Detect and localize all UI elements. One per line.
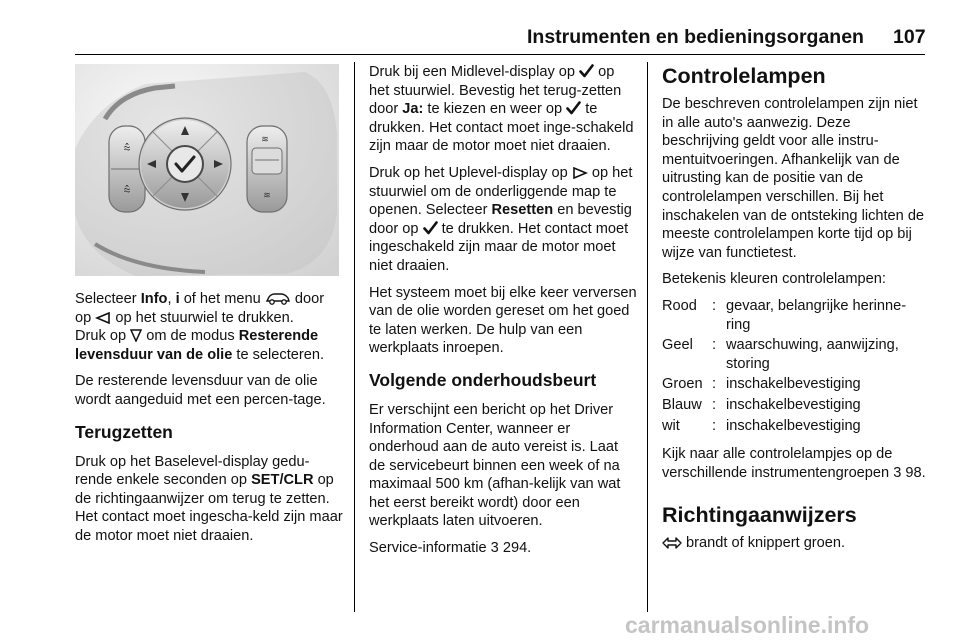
menu-right-icon [572,167,588,179]
paragraph-color-meaning: Betekenis kleuren controlelampen: [662,271,886,288]
paragraph-reset-note: Het systeem moet bij elke keer verversen van de olie worden gereset om het goed te laten werken. De hulp van een werkplaats inroepen. [369,284,637,357]
car-menu-icon [265,292,291,305]
header-divider [75,54,925,55]
resetten-keyword: Resetten [491,202,554,219]
color-meaning-table [662,297,930,435]
paragraph-lamps-groups: Kijk naar alle controlelampjes op de verschillende instrumentengroepen 3 98. [662,446,926,481]
heading-terugzetten: Terugzetten [75,421,173,442]
paragraph-select-info: Selecteer Info, i of het menu door op op het stuurwiel te drukken. Druk op om de modus Resterende levensduur van de olie te selecteren. [75,291,325,363]
paragraph-baselevel-reset: Druk op het Baselevel-display gedu-rende enkele seconden op SET/CLR op de richtingaanwijzer om terug te zetten. Het contact moet ingescha-keld zijn maar de motor moet niet draaien. [75,453,343,544]
heading-volgende-onderhoudsbeurt: Volgende onderhoudsbeurt [369,369,597,390]
table-row: wit : inschakelbevestiging [662,417,861,434]
ja-keyword: Ja: [402,101,424,118]
column-right [662,63,930,561]
page-number: 107 [893,26,926,48]
page-reference-link[interactable]: 294. [498,540,532,557]
menu-left-icon [95,312,111,324]
page-reference-link[interactable]: 98. [901,464,926,481]
paragraph-turn-signal: brandt of knippert groen. [662,534,930,553]
info-keyword: Info [140,291,168,307]
page-reference-icon: 3 [893,464,902,481]
setclr-keyword: SET/CLR [251,472,314,489]
heading-richtingaanwijzers: Richtingaanwijzers [662,503,857,528]
paragraph-oil-life: De resterende levensduur van de olie wordt aangeduid met een percen-tage. [75,373,326,408]
arrow-down-icon [130,329,142,342]
table-row: Groen : inschakelbevestiging [662,376,861,393]
turn-signal-icon [662,537,682,549]
paragraph-midlevel: Druk bij een Midlevel-display op op het stuurwiel. Bevestig het terug-zetten door Ja: te kiezen en weer op te drukken. Het contact moet inge-schakeld zijn maar de motor moet niet draaien. [369,64,634,155]
page-reference-icon: 3 [490,540,499,557]
paragraph-service-message: Er verschijnt een bericht op het Driver Information Center, wanneer er onderhoud aan de auto vereist is. Laat de servicebeurt binnen een week of na maximaal 500 km (afhan-kelijk van wat het eerst bereikt wordt) door een werkplaats laten uitvoeren. [369,401,621,530]
paragraph-lamps-intro: De beschreven controlelampen zijn niet in alle auto's aanwezig. Deze beschrijving geldt voor alle instru-mentuitvoeringen. Afhankelijk van de uitrusting kan de positie van de controlelampen verschillen. Bij het inschakelen van de ontsteking lichten de meeste controlelampen korte tijd op bij wijze van functietest. [662,96,925,261]
column-divider-right [647,62,648,612]
paragraph-service-info: Service-informatie 3 294. [369,540,532,557]
checkmark-icon [566,101,581,115]
table-row: Rood : gevaar, belangrijke herinne-ring [662,297,907,333]
svg-text:≋: ≋ [263,191,271,201]
table-row: Geel : waarschuwing, aanwijzing, storing [662,337,899,372]
column-middle [369,63,637,566]
checkmark-icon [579,64,594,78]
svg-text:≋: ≋ [261,135,269,145]
column-divider-left [354,62,355,612]
steering-wheel-controls-illustration [75,64,339,276]
info-icon: i [175,291,180,307]
heading-controlelampen: Controlelampen [662,64,826,88]
paragraph-uplevel: Druk op het Uplevel-display op op het stuurwiel om de onderliggende map te openen. Selecteer Resetten en bevestig door op te drukken. Het contact moet ingeschakeld zijn maar de motor moet niet draaien. [369,164,633,274]
watermark: carmanualsonline.info [625,612,870,638]
table-row: Blauw : inschakelbevestiging [662,396,861,413]
page-header-title: Instrumenten en bedieningsorganen [527,26,864,48]
column-left [75,290,343,554]
mode-keyword: Resterende levensduur van de olie [75,328,319,363]
svg-text:⩯: ⩯ [123,141,131,155]
checkmark-icon [423,221,438,235]
svg-text:⩯: ⩯ [123,183,131,197]
